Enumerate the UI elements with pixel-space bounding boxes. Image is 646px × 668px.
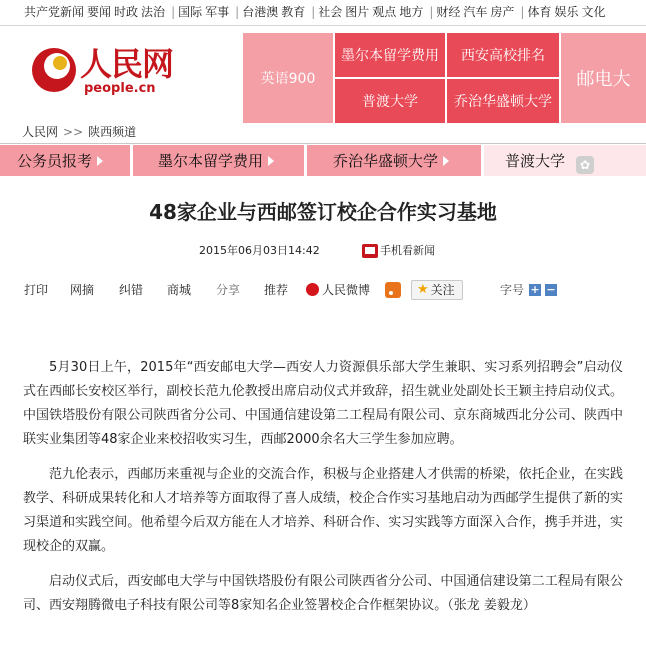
top-nav-item[interactable]: 社会 [318,5,343,19]
top-nav-item[interactable]: 体育 [527,5,552,19]
triangle-right-icon [443,156,449,166]
top-nav-item[interactable]: 国际 [178,5,203,19]
promo-bar-item-melbourne[interactable] [133,145,304,176]
article-date: 2015年06月03日14:42 [199,244,320,257]
top-navigation [0,0,646,26]
people-logo-icon [30,46,78,94]
top-nav-item[interactable]: 教育 [281,5,306,19]
top-nav-item[interactable]: 法治 [141,5,166,19]
breadcrumb-channel[interactable]: 陕西频道 [88,125,137,139]
top-nav-item[interactable]: 台港澳 [242,5,279,19]
triangle-right-icon [97,156,103,166]
top-nav-item[interactable]: 财经 [436,5,461,19]
top-nav-item[interactable]: 时政 [114,5,139,19]
article-paragraph: 启动仪式后，西安邮电大学与中国铁塔股份有限公司陕西省分公司、中国通信建设第二工程局有限公司、西安翔腾微电子科技有限公司等8家知名企业签署校企合作框架协议。（张龙 姜毅龙） [23,574,623,613]
promo-bar-label: 乔治华盛顿大学 [333,152,439,170]
font-size-label: 字号 [500,283,525,297]
star-icon: ★ [417,282,429,297]
correct-button[interactable]: 纠错 [119,283,144,297]
promo-link-melbourne-fees[interactable]: 墨尔本留学费用 [335,33,445,77]
logo-text-cn: 人民网 [80,45,174,83]
print-button[interactable]: 打印 [24,283,49,297]
weibo-label: 人民微博 [322,283,371,297]
top-nav-item[interactable]: 观点 [372,5,397,19]
phone-icon [362,244,378,258]
weibo-link[interactable] [306,281,370,299]
follow-button[interactable] [411,280,463,300]
top-nav-item[interactable]: 汽车 [463,5,488,19]
article-toolbar [0,281,646,301]
mobile-news-link[interactable] [362,244,435,258]
promo-link-xian-ranking[interactable]: 西安高校排名 [447,33,559,77]
mall-link[interactable]: 商城 [167,283,192,297]
top-nav-item[interactable]: 文化 [581,5,606,19]
nav-separator: | [429,5,434,19]
promo-bar-item-gwu[interactable] [307,145,481,176]
weibo-icon [306,283,319,296]
article-title: 48家企业与西邮签订校企合作实习基地 [149,200,497,224]
nav-separator: | [171,5,176,19]
nav-separator: | [311,5,316,19]
breadcrumb-separator: >> [63,125,84,139]
promo-bar-label: 公务员报考 [17,152,93,170]
divider [0,143,646,144]
top-nav-item[interactable]: 共产党新闻 [24,5,85,19]
net-excerpt-button[interactable]: 网摘 [70,283,95,297]
breadcrumb [22,124,136,140]
top-nav-item[interactable]: 地方 [399,5,424,19]
share-button[interactable]: 分享 [216,283,241,297]
mobile-news-label: 手机看新闻 [380,244,435,257]
top-nav-item[interactable]: 房产 [490,5,515,19]
article-paragraph: 5月30日上午，2015年“西安邮电大学—西安人力资源俱乐部大学生兼职、实习系列招聘会”启动仪式在西邮长安校区举行，副校长范九伦教授出席启动仪式并致辞，招生就业处副处长王颖主持启动仪式。中国铁塔股份有限公司陕西省分公司、中国通信建设第二工程局有限公司、京东商城西北分公司、陕西中联实业集团等48家企业来校招收实习生，西邮2000余名大三学生参加应聘。 [23,360,623,447]
font-increase-button[interactable]: + [530,283,540,296]
nav-separator: | [520,5,525,19]
promo-link-youdian[interactable]: 邮电大 [561,33,646,123]
promo-link-english900[interactable]: 英语900 [243,33,333,123]
promo-link-gwu[interactable]: 乔治华盛顿大学 [447,79,559,123]
top-nav-item[interactable]: 军事 [205,5,230,19]
rss-icon[interactable] [385,282,401,298]
follow-label: 关注 [430,283,455,297]
top-nav-item[interactable]: 要闻 [87,5,112,19]
triangle-right-icon [268,156,274,166]
promo-bar-item-civil-service[interactable] [0,145,130,176]
promo-link-purdue[interactable]: 普渡大学 [335,79,445,123]
article-paragraph: 范九伦表示，西邮历来重视与企业的交流合作，积极与企业搭建人才供需的桥梁，依托企业，在实践教学、科研成果转化和人才培养等方面取得了喜人成绩，校企合作实习基地启动为西邮学生提供了新的实习渠道和实践空间。他希望今后双方能在人才培养、科研合作、实习实践等方面深入合作，携手并进，实现校企的双赢。 [23,467,623,554]
recommend-button[interactable]: 推荐 [264,283,289,297]
article-body [23,356,623,629]
promo-bar-label: 普渡大学 [505,152,566,170]
site-logo[interactable] [30,46,180,96]
top-nav-item[interactable]: 图片 [345,5,370,19]
promo-bar-label: 墨尔本留学费用 [158,152,264,170]
paw-icon[interactable]: ✿ [576,156,594,174]
nav-separator: | [235,5,240,19]
top-nav-item[interactable]: 娱乐 [554,5,579,19]
logo-text-en: people.cn [84,81,156,96]
header-promo-grid [243,33,646,123]
font-decrease-button[interactable]: − [546,283,556,296]
promo-bar-item-purdue[interactable] [484,145,646,176]
breadcrumb-home[interactable]: 人民网 [22,125,59,139]
